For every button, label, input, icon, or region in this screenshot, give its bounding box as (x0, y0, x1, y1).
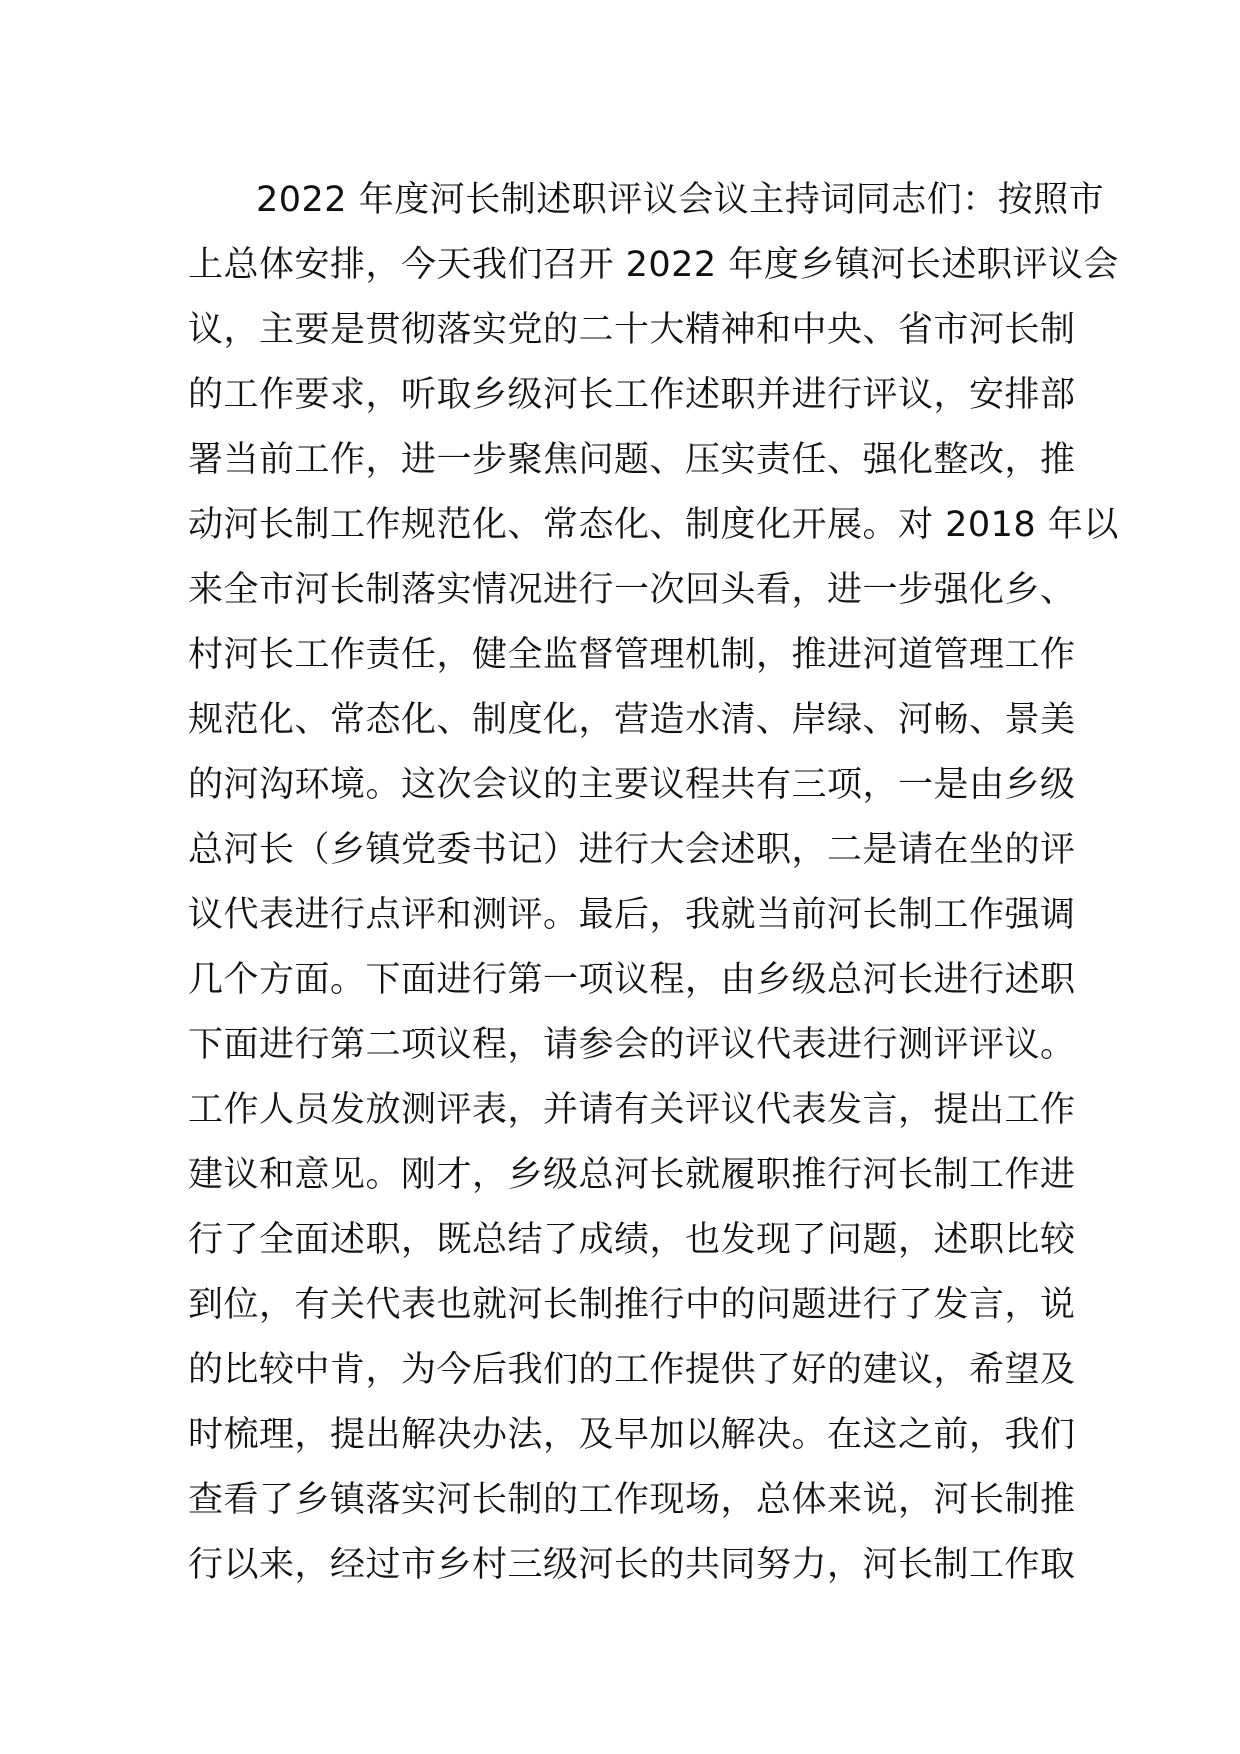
text-line: 上总体安排，今天我们召开 2022 年度乡镇河长述职评议会 (188, 245, 1119, 285)
text-line: 议代表进行点评和测评。最后，我就当前河长制工作强调 (188, 895, 1076, 935)
text-line: 的河沟环境。这次会议的主要议程共有三项，一是由乡级 (188, 765, 1076, 805)
text-line: 村河长工作责任，健全监督管理机制，推进河道管理工作 (188, 635, 1076, 675)
text-line: 行了全面述职，既总结了成绩，也发现了问题，述职比较 (188, 1220, 1076, 1260)
text-line: 下面进行第二项议程，请参会的评议代表进行测评评议。 (188, 1025, 1076, 1065)
text-line: 动河长制工作规范化、常态化、制度化开展。对 2018 年以 (188, 505, 1119, 545)
text-line: 规范化、常态化、制度化，营造水清、岸绿、河畅、景美 (188, 700, 1076, 740)
text-line: 工作人员发放测评表，并请有关评议代表发言，提出工作 (188, 1090, 1076, 1130)
text-line: 2022 年度河长制述职评议会议主持词同志们：按照市 (256, 180, 1105, 220)
text-line: 建议和意见。刚才，乡级总河长就履职推行河长制工作进 (188, 1155, 1076, 1195)
text-line: 行以来，经过市乡村三级河长的共同努力，河长制工作取 (188, 1545, 1076, 1585)
text-line: 时梳理，提出解决办法，及早加以解决。在这之前，我们 (188, 1415, 1076, 1455)
text-line: 署当前工作，进一步聚焦问题、压实责任、强化整改，推 (188, 440, 1076, 480)
text-line: 到位，有关代表也就河长制推行中的问题进行了发言，说 (188, 1285, 1076, 1325)
text-line: 查看了乡镇落实河长制的工作现场，总体来说，河长制推 (188, 1480, 1076, 1520)
text-line: 来全市河长制落实情况进行一次回头看，进一步强化乡、 (188, 570, 1076, 610)
text-line: 的工作要求，听取乡级河长工作述职并进行评议，安排部 (188, 375, 1076, 415)
text-line: 总河长（乡镇党委书记）进行大会述职，二是请在坐的评 (188, 830, 1076, 870)
text-line: 几个方面。下面进行第一项议程，由乡级总河长进行述职 (188, 960, 1076, 1000)
body-paragraph (188, 168, 1119, 1598)
text-line: 议，主要是贯彻落实党的二十大精神和中央、省市河长制 (188, 310, 1076, 350)
text-line: 的比较中肯，为今后我们的工作提供了好的建议，希望及 (188, 1350, 1076, 1390)
